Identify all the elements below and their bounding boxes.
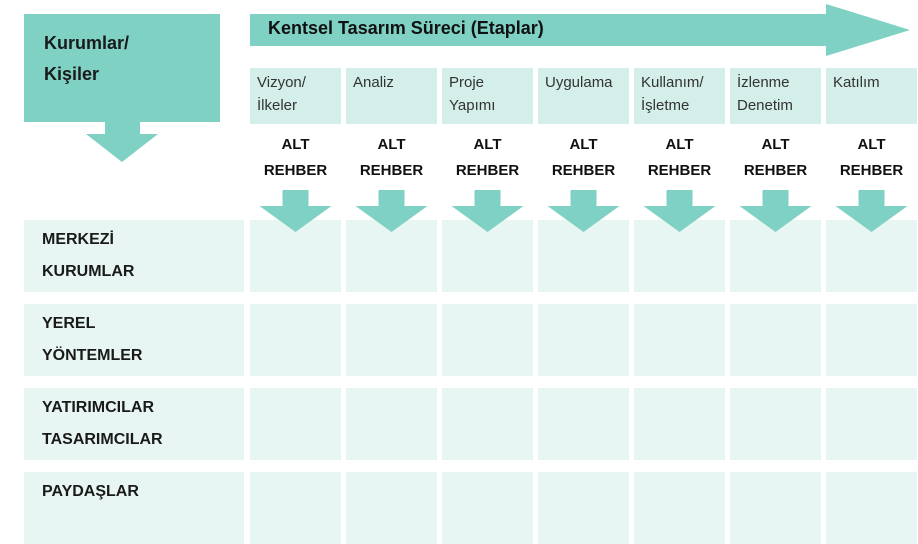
stage-down-arrow-2 — [356, 190, 428, 232]
sub-guide-line1: ALT — [761, 136, 790, 153]
stage-down-arrow-5 — [644, 190, 716, 232]
institutions-label-line2: Kişiler — [44, 64, 100, 84]
row-label-line1: YEREL — [42, 315, 96, 332]
sub-guide-line2: REHBER — [551, 162, 616, 179]
process-title: Kentsel Tasarım Süreci (Etaplar) — [268, 18, 544, 38]
row-label-line2: YÖNTEMLER — [42, 347, 143, 364]
row-label-line1: PAYDAŞLAR — [42, 483, 139, 500]
stage-label-line1: Proje — [449, 74, 485, 91]
stage-label-line1: Analiz — [353, 74, 394, 91]
sub-guide-line1: ALT — [569, 136, 598, 153]
sub-guide-line2: REHBER — [839, 162, 904, 179]
sub-guide-line1: ALT — [377, 136, 406, 153]
stage-label-line1: İzlenme — [737, 74, 790, 91]
row-label-line1: MERKEZİ — [42, 231, 114, 248]
row-label-line2: KURUMLAR — [42, 263, 135, 280]
sub-guide-line1: ALT — [473, 136, 502, 153]
stage-label-line1: Kullanım/ — [641, 74, 704, 91]
stage-label-line2: İşletme — [641, 97, 690, 114]
stage-down-arrow-3 — [452, 190, 524, 232]
stage-label-line2: Yapımı — [449, 97, 496, 114]
stage-label-line2: Denetim — [737, 97, 793, 114]
stage-label-line1: Katılım — [833, 74, 880, 91]
sub-guide-line2: REHBER — [359, 162, 424, 179]
stage-down-arrow-4 — [548, 190, 620, 232]
sub-guide-line1: ALT — [665, 136, 694, 153]
sub-guide-line2: REHBER — [263, 162, 328, 179]
stage-label-line1: Vizyon/ — [257, 74, 306, 91]
sub-guide-line2: REHBER — [743, 162, 808, 179]
sub-guide-line1: ALT — [857, 136, 886, 153]
institutions-label-line1: Kurumlar/ — [44, 33, 130, 53]
institutions-down-arrow — [86, 122, 158, 162]
row-label-line1: YATIRIMCILAR — [42, 399, 154, 416]
sub-guide-line2: REHBER — [455, 162, 520, 179]
stage-label-line2: İlkeler — [257, 97, 298, 114]
stage-down-arrow-6 — [740, 190, 812, 232]
stage-down-arrow-7 — [836, 190, 908, 232]
sub-guide-line1: ALT — [281, 136, 310, 153]
sub-guide-line2: REHBER — [647, 162, 712, 179]
stage-label-line1: Uygulama — [545, 74, 613, 91]
stage-down-arrow-1 — [260, 190, 332, 232]
row-label-line2: TASARIMCILAR — [42, 431, 163, 448]
